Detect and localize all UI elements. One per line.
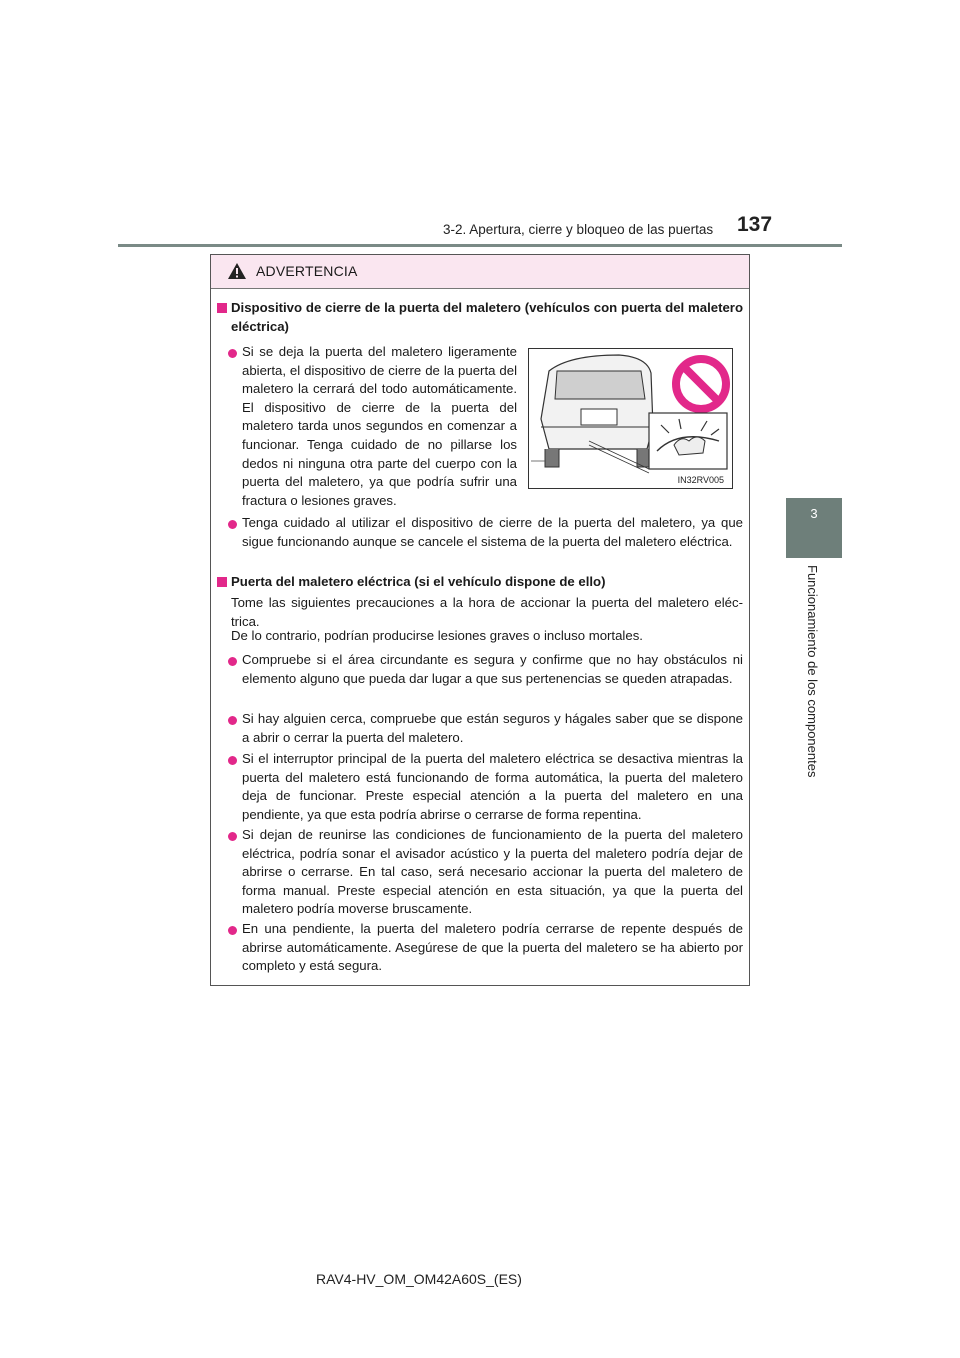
tailgate-warning-illustration — [528, 348, 733, 489]
section-heading-text: Puerta del maletero eléctrica (si el vehículo dispone de ello) — [231, 574, 606, 589]
figure-code: IN32RV005 — [677, 475, 724, 485]
bullet-text: Si hay alguien cerca, compruebe que están seguros y hágales saber que se dispone a abrir o cerrar la puerta del maletero. — [242, 711, 743, 745]
bullet-dot-icon — [228, 716, 237, 725]
bullet-dot-icon — [228, 520, 237, 529]
chapter-label: Funcionamiento de los componentes — [805, 565, 820, 778]
warning-box — [210, 254, 750, 986]
intro-paragraph: De lo contrario, podrían producirse lesiones graves o incluso mortales. — [231, 628, 643, 643]
tailgate-car-illustration — [529, 349, 732, 488]
running-header-section: 3-2. Apertura, cierre y bloqueo de las puertas — [443, 222, 714, 237]
section-heading — [217, 573, 743, 592]
bullet-text: Si el interruptor principal de la puerta del maletero eléctrica se desactiva mientras la puerta del maletero está funcionando de forma automática, la puerta del maletero deja de funcionar. Preste especial atención a la puerta del maletero en una pendiente, ya que esta podría abrirse o cerrarse de forma repentina. — [242, 751, 743, 822]
bullet-dot-icon — [228, 657, 237, 666]
header-divider — [118, 244, 842, 247]
bullet-text: Si se deja la puerta del maletero ligeramente abierta, el dispositivo de cierre de la puerta del maletero la cerrará del todo automáticamente. El dispositivo de cierre de la puerta del maletero tarda unos segundos en comenzar a funcionar. Tenga cuidado de no pillarse los dedos ni ninguna otra parte del cuerpo con la puerta del maletero, ya que podría sufrir una fractura o lesiones graves. — [242, 344, 517, 508]
chapter-number: 3 — [810, 506, 818, 521]
bullet-dot-icon — [228, 349, 237, 358]
bullet-dot-icon — [228, 756, 237, 765]
bullet-text: Si dejan de reunirse las condiciones de funcionamiento de la puerta del maletero eléctrica, podría sonar el avisador acústico y la puerta del maletero podría dejar de abrirse o cerrarse. En tal caso, será necesario accionar la puerta del maletero de forma manual. Preste especial atención en esta situación, ya que la puerta del maletero podría moverse bruscamente. — [242, 827, 743, 917]
warning-triangle-icon — [227, 262, 247, 280]
warning-title: ADVERTENCIA — [256, 263, 358, 279]
page-number: 137 — [737, 213, 773, 236]
square-bullet-icon — [217, 577, 227, 587]
square-bullet-icon — [217, 303, 227, 313]
intro-paragraph: Tome las siguientes precauciones a la hora de accionar la puerta del maletero eléctrica. — [231, 595, 743, 629]
bullet-text: Compruebe si el área circundante es segura y confirme que no hay obstáculos ni elemento alguno que pueda dar lugar a que sus pertenencias se queden atrapadas. — [242, 652, 743, 686]
bullet-dot-icon — [228, 832, 237, 841]
bullet-text: Tenga cuidado al utilizar el dispositivo de cierre de la puerta del maletero, ya que sigue funcionando aunque se cancele el sistema de la puerta del maletero eléctrica. — [242, 515, 743, 549]
document-code: RAV4-HV_OM_OM42A60S_(ES) — [316, 1271, 522, 1287]
section-heading-text: Dispositivo de cierre de la puerta del maletero (vehículos con puerta del maletero eléctrica) — [231, 300, 743, 334]
section-heading — [217, 299, 743, 336]
bullet-dot-icon — [228, 926, 237, 935]
warning-header — [211, 255, 749, 289]
bullet-text: En una pendiente, la puerta del maletero podría cerrarse de repente después de abrirse automáticamente. Asegúrese de que la puerta del maletero se ha abierto por completo y está segura. — [242, 921, 743, 974]
